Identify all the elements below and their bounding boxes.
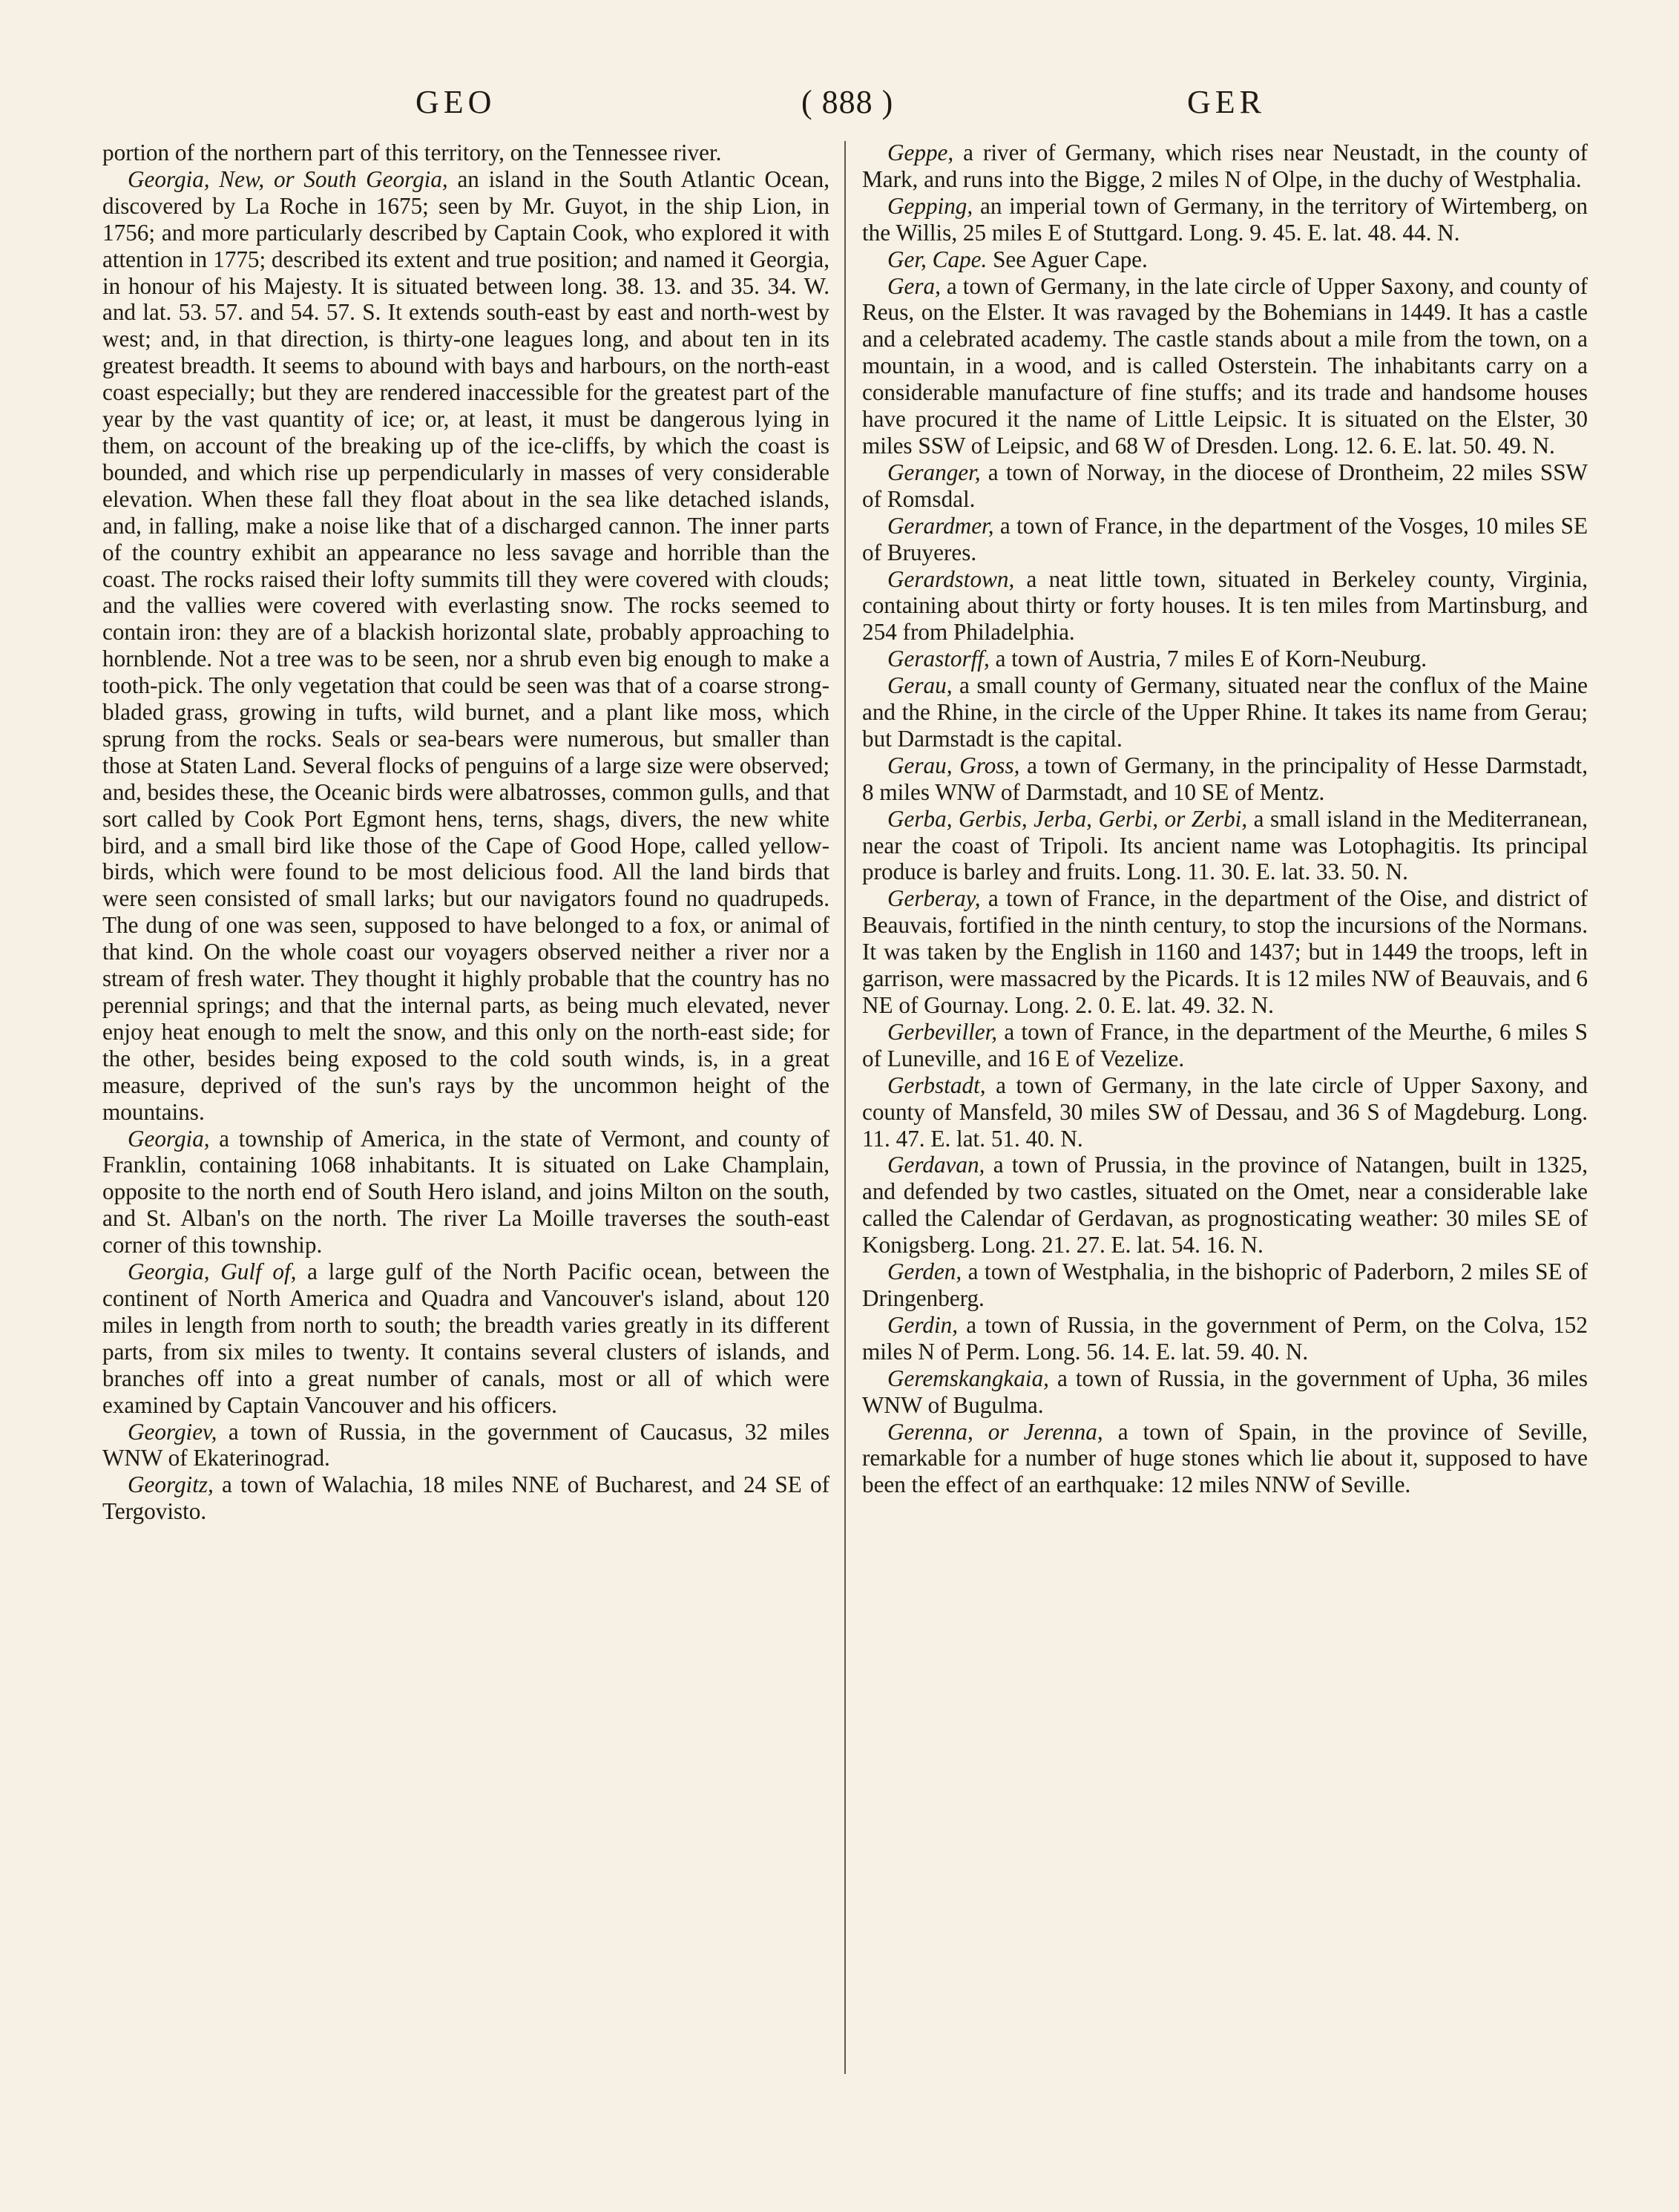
entry-text: a town of France, in the department of the Vosges, 10 miles SE of Bruyeres. <box>862 512 1588 565</box>
entry-text: a small island in the Mediterranean, near the coast of Tripoli. Its ancient name was Lotophagitis. Its principal produce is barley and fruits. Long. 11. 30. E. lat. 33. 50. N. <box>862 805 1588 885</box>
header-right-catchword: GER <box>1187 84 1266 120</box>
entry-headword: Gerardstown, <box>887 565 1015 592</box>
entry <box>862 1072 1588 1152</box>
left-column <box>102 140 829 1525</box>
entry-text: a town of Austria, 7 miles E of Korn-Neuburg. <box>989 646 1427 672</box>
entry <box>862 1152 1588 1258</box>
right-column <box>862 140 1588 1498</box>
entry-headword: Georgiev, <box>128 1418 217 1445</box>
entry-headword: Georgia, New, or South Georgia, <box>128 165 448 192</box>
entry <box>102 1258 829 1418</box>
entry <box>102 1471 829 1525</box>
entry-text: See Aguer Cape. <box>987 246 1148 272</box>
running-header <box>0 83 1679 128</box>
entry-text: a town of Russia, in the government of Upha, 36 miles WNW of Bugulma. <box>862 1365 1588 1418</box>
entry <box>862 885 1588 1019</box>
entry <box>862 1258 1588 1312</box>
entry-text: a town of Germany, in the late circle of Upper Saxony, and county of Mansfeld, 30 miles SW of Dessau, and 36 S of Magdeburg. Long. 11. 47. E. lat. 51. 40. N. <box>862 1071 1588 1152</box>
entry-text: a town of Prussia, in the province of Natangen, built in 1325, and defended by two castles, situated on the Omet, near a considerable lake called the Calendar of Gerdavan, as prognosticating weather: 30 miles SE of Konigsberg. Long. 21. 27. E. lat. 54. 16. N. <box>862 1152 1588 1258</box>
entry-headword: Gerba, Gerbis, Jerba, Gerbi, or Zerbi, <box>887 805 1248 832</box>
entry <box>862 672 1588 752</box>
entry-headword: Gerbstadt, <box>887 1071 986 1098</box>
entry <box>102 140 829 166</box>
entry <box>102 166 829 1126</box>
entry <box>862 646 1588 672</box>
entry-text: a township of America, in the state of Vermont, and county of Franklin, containing 1068 inhabitants. It is situated on Lake Champlain, opposite to the north end of South Hero island, and joins Milton on the south, and St. Alban's on the north. The river La Moille traverses the south-east corner of this township. <box>102 1125 829 1258</box>
entry-text: a small county of Germany, situated near the conflux of the Maine and the Rhine, in the circle of the Upper Rhine. It takes its name from Gerau; but Darmstadt is the capital. <box>862 672 1588 752</box>
entry-headword: Ger, Cape. <box>887 246 988 272</box>
entry-text: a town of Spain, in the province of Seville, remarkable for a number of huge stones which lie about it, supposed to have been the effect of an earthquake: 12 miles NNW of Seville. <box>862 1418 1588 1498</box>
entry-text: a town of Norway, in the diocese of Drontheim, 22 miles SSW of Romsdal. <box>862 459 1588 512</box>
entry-text: a town of France, in the department of the Oise, and district of Beauvais, fortified in the ninth century, to stop the incursions of the Normans. It was taken by the English in 1160 and 1437; but in 1449 the troops, left in garrison, were massacred by the Picards. It is 12 miles NW of Beauvais, and 6 NE of Gournay. Long. 2. 0. E. lat. 49. 32. N. <box>862 885 1588 1018</box>
entry <box>862 193 1588 246</box>
entry <box>862 1312 1588 1365</box>
entry-headword: Geremskangkaia, <box>887 1365 1049 1391</box>
entry-text: a town of Westphalia, in the bishopric of Paderborn, 2 miles SE of Dringenberg. <box>862 1258 1588 1311</box>
entry <box>862 1419 1588 1499</box>
entry-headword: Gerbeviller, <box>887 1018 998 1045</box>
entry-headword: Gerberay, <box>887 885 981 912</box>
entry-headword: Gerastorff, <box>887 646 990 672</box>
entry-text: an imperial town of Germany, in the territory of Wirtemberg, on the Willis, 25 miles E of Stuttgard. Long. 9. 45. E. lat. 48. 44. N. <box>862 192 1588 246</box>
entry <box>862 806 1588 886</box>
entry-text: a neat little town, situated in Berkeley county, Virginia, containing about thirty or forty houses. It is ten miles from Martinsburg, and 254 from Philadelphia. <box>862 565 1588 646</box>
entry-text: an island in the South Atlantic Ocean, discovered by La Roche in 1675; seen by Mr. Guyot, in the ship Lion, in 1756; and more particularly described by Captain Cook, who explored it with attention in 1775; described its extent and true position; and named it Georgia, in honour of his Majesty. It is situated between long. 38. 13. and 35. 34. W. and lat. 53. 57. and 54. 57. S. It extends south-east by east and north-west by west; and, in that direction, is thirty-one leagues long, and about ten in its greatest breadth. It seems to abound with bays and harbours, on the north-east coast especially; but they are rendered inaccessible for the greatest part of the year by the vast quantity of ice; or, at least, it must be dangerous lying in them, on account of the breaking up of the ice-cliffs, by which the coast is bounded, and which rise up perpendicularly in masses of very considerable elevation. When these fall they float about in the sea like detached islands, and, in falling, make a noise like that of a discharged cannon. The inner parts of the country exhibit an appearance no less savage and horrible than the coast. The rocks raised their lofty summits till they were covered with clouds; and the vallies were covered with everlasting snow. The rocks seemed to contain iron: they are of a blackish horizontal slate, probably approaching to hornblende. Not a tree was to be seen, nor a shrub even big enough to make a tooth-pick. The only vegetation that could be seen was that of a coarse strong-bladed grass, growing in tufts, wild burnet, and a plant like moss, which sprung from the rocks. Seals or sea-bears were numerous, but smaller than those at Staten Land. Several flocks of penguins of a large size were observed; and, besides these, the Oceanic birds were albatrosses, common gulls, and that sort called by Cook Port Egmont hens, terns, shags, divers, the new white bird, and a small bird like those of the Cape of Good Hope, called yellow-birds, which were found to be most delicious food. All the land birds that were seen consisted of small larks; but our navigators found no quadrupeds. The dung of one was seen, supposed to have belonged to a fox, or animal of that kind. On the whole coast our voyagers observed neither a river nor a stream of fresh water. They thought it highly probable that the country has no perennial springs; and that the internal parts, as being much elevated, never enjoy heat enough to melt the snow, and this only on the north-east side; for the other, besides being exposed to the cold south winds, is, in a great measure, deprived of the sun's rays by the uncommon height of the mountains. <box>102 165 829 1125</box>
entry-headword: Gerdin, <box>887 1311 958 1338</box>
entry-text: a town of Russia, in the government of Perm, on the Colva, 152 miles N of Perm. Long. 56. 14. E. lat. 59. 40. N. <box>862 1311 1588 1365</box>
entry-headword: Gerenna, or Jerenna, <box>887 1418 1103 1445</box>
entry-headword: Geranger, <box>887 459 981 485</box>
entry-text: a town of Walachia, 18 miles NNE of Bucharest, and 24 SE of Tergovisto. <box>102 1471 829 1525</box>
entry <box>862 513 1588 566</box>
entry-text: a river of Germany, which rises near Neustadt, in the county of Mark, and runs into the Bigge, 2 miles N of Olpe, in the duchy of Westphalia. <box>862 140 1588 192</box>
entry-text: a large gulf of the North Pacific ocean, between the continent of North America and Quadra and Vancouver's island, about 120 miles in length from north to south; the breadth varies greatly in its different parts, from six miles to twenty. It contains several clusters of islands, and branches off into a great number of canals, most or all of which were examined by Captain Vancouver and his officers. <box>102 1258 830 1418</box>
entry-text: a town of France, in the department of the Meurthe, 6 miles S of Luneville, and 16 E of Vezelize. <box>862 1018 1588 1071</box>
entry <box>862 752 1588 806</box>
entry <box>862 459 1588 513</box>
entry <box>102 1419 829 1472</box>
entry <box>862 140 1588 193</box>
entry-headword: Georgia, Gulf of, <box>128 1258 297 1285</box>
entry-headword: Georgitz, <box>128 1471 214 1498</box>
page-number: ( 888 ) <box>801 84 894 120</box>
entry <box>862 566 1588 646</box>
entry <box>862 273 1588 459</box>
entry-headword: Geppe, <box>887 140 954 165</box>
entry-headword: Gerardmer, <box>887 512 994 539</box>
entry-text: a town of Germany, in the late circle of Upper Saxony, and county of Reus, on the Elster. It was ravaged by the Bohemians in 1449. It has a castle and a celebrated academy. The castle stands about a mile from the town, on a mountain, in a wood, and is called Osterstein. The inhabitants carry on a considerable manufacture of fine stuffs; and its trade and handsome houses have procured it the name of Little Leipsic. It is situated on the Elster, 30 miles SSW of Leipsic, and 68 W of Dresden. Long. 12. 6. E. lat. 50. 49. N. <box>862 272 1588 459</box>
entry-headword: Gerau, Gross, <box>887 752 1020 778</box>
entry <box>862 1365 1588 1419</box>
entry <box>102 1126 829 1259</box>
entry-headword: Gepping, <box>887 192 973 219</box>
entry <box>862 1019 1588 1072</box>
entry <box>862 246 1588 273</box>
entry-headword: Gerden, <box>887 1258 962 1285</box>
entry-text: a town of Russia, in the government of Caucasus, 32 miles WNW of Ekaterinograd. <box>102 1418 829 1471</box>
entry-headword: Gerau, <box>887 672 953 699</box>
entry-headword: Georgia, <box>128 1125 210 1152</box>
entry-headword: Gera, <box>887 272 941 299</box>
header-left-catchword: GEO <box>415 84 496 120</box>
entry-headword: Gerdavan, <box>887 1152 985 1178</box>
entry-text: portion of the northern part of this territory, on the Tennessee river. <box>102 140 722 165</box>
column-divider <box>844 141 846 2074</box>
entry-text: a town of Germany, in the principality of Hesse Darmstadt, 8 miles WNW of Darmstadt, and 10 SE of Mentz. <box>862 752 1588 805</box>
